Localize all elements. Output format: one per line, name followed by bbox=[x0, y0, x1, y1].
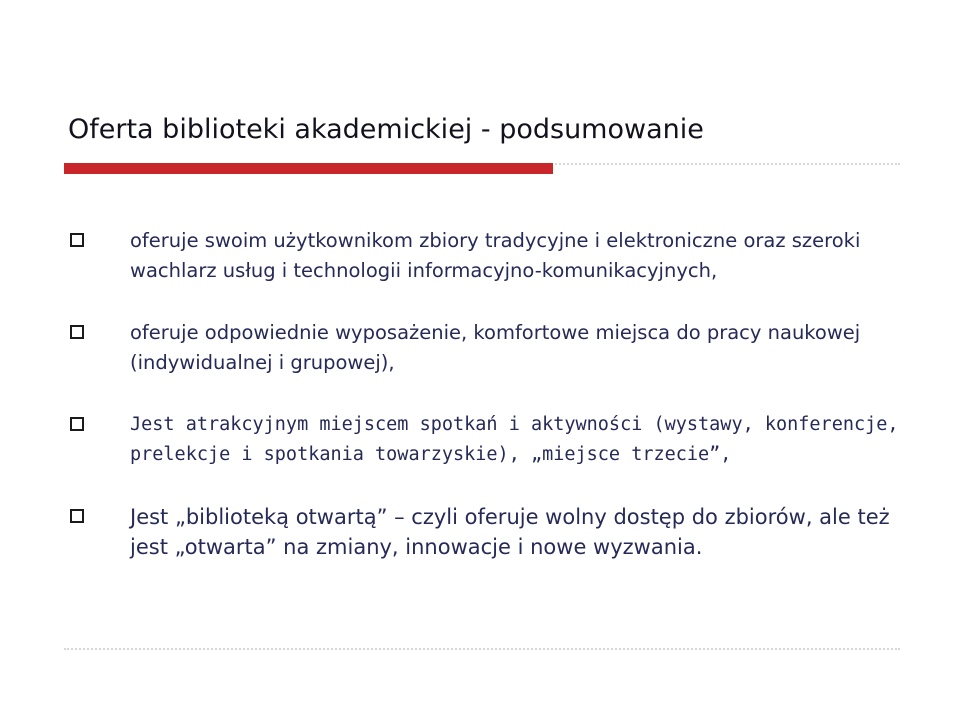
bullet-text: Jest „biblioteką otwartą” – czyli oferuje wolny dostęp do zbiorów, ale też jest „otwarta” na zmiany, innowacje i nowe wyzwania. bbox=[130, 505, 890, 559]
footer-divider bbox=[64, 648, 900, 650]
bullet-text: oferuje swoim użytkownikom zbiory tradycyjne i elektroniczne oraz szeroki wachlarz usług i technologii informacyjno-komunikacyjnych, bbox=[130, 229, 861, 282]
hollow-square-icon bbox=[70, 325, 84, 339]
hollow-square-icon bbox=[70, 509, 84, 523]
bullet-text: oferuje odpowiednie wyposażenie, komfortowe miejsca do pracy naukowej (indywidualnej i grupowej), bbox=[130, 321, 861, 374]
bullet-list bbox=[70, 226, 910, 562]
slide-title: Oferta biblioteki akademickiej - podsumowanie bbox=[68, 114, 704, 145]
bullet-item bbox=[70, 502, 910, 562]
bullet-item bbox=[70, 410, 910, 470]
hollow-square-icon bbox=[70, 233, 84, 247]
bullet-item bbox=[70, 318, 910, 378]
hollow-square-icon bbox=[70, 417, 84, 431]
title-accent-bar bbox=[64, 163, 553, 174]
bullet-text: Jest atrakcyjnym miejscem spotkań i aktywności (wystawy, konferencje, prelekcje i spotkania towarzyskie), „miejsce trzecie”, bbox=[130, 414, 899, 465]
bullet-item bbox=[70, 226, 910, 286]
